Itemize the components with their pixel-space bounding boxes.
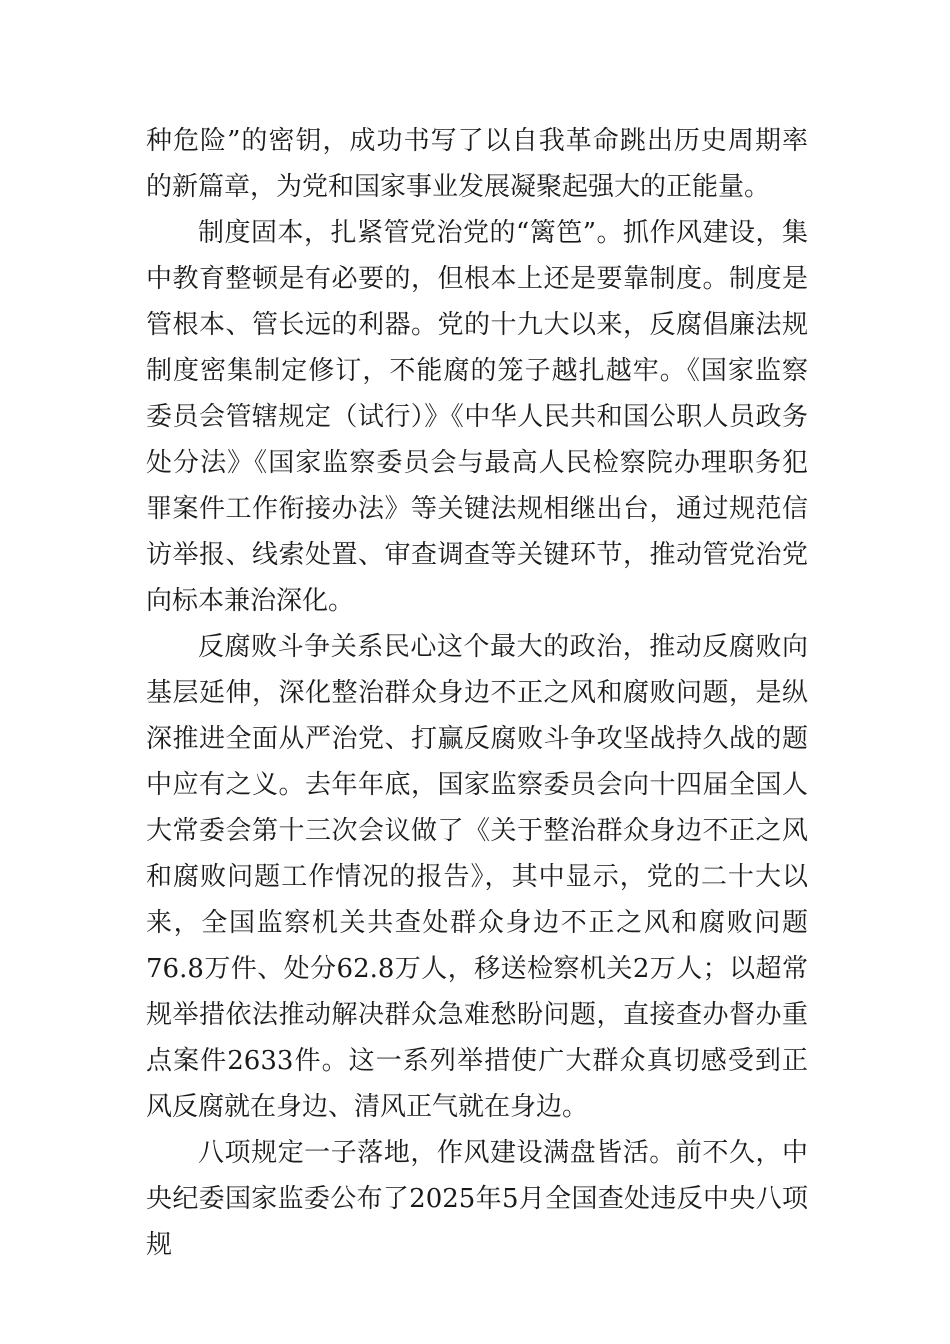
paragraph-anticorruption: 反腐败斗争关系民心这个最大的政治，推动反腐败向基层延伸，深化整治群众身边不正之风和腐败问题，是纵深推进全面从严治党、打赢反腐败斗争攻坚战持久战的题中应有之义。去年年底，国家监察委员会向十四届全国人大常委会第十三次会议做了《关于整治群众身边不正之风和腐败问题工作情况的报告》，其中显示，党的二十大以来，全国监察机关共查处群众身边不正之风和腐败问题76.8万件、处分62.8万人，移送检察机关2万人；以超常规举措依法推动解决群众急难愁盼问题，直接查办督办重点案件2633件。这一系列举措使广大群众真切感受到正风反腐就在身边、清风正气就在身边。 (146, 632, 808, 1122)
paragraph-institution: 制度固本，扎紧管党治党的“篱笆”。抓作风建设，集中教育整顿是有必要的，但根本上还是要靠制度。制度是管根本、管长远的利器。党的十九大以来，反腐倡廉法规制度密集制定修订，不能腐的笼子越扎越牢。《国家监察委员会管辖规定（试行）》《中华人民共和国公职人员政务处分法》《国家监察委员会与最高人民检察院办理职务犯罪案件工作衔接办法》等关键法规相继出台，通过规范信访举报、线索处置、审查调查等关键环节，推动管党治党向标本兼治深化。 (146, 218, 808, 616)
body-text (146, 118, 808, 1268)
paragraph-eight-rules: 八项规定一子落地，作风建设满盘皆活。前不久，中央纪委国家监委公布了2025年5月全国查处违反中央八项规 (146, 1138, 808, 1260)
paragraph-continued: 种危险”的密钥，成功书写了以自我革命跳出历史周期率的新篇章，为党和国家事业发展凝聚起强大的正能量。 (146, 126, 808, 202)
